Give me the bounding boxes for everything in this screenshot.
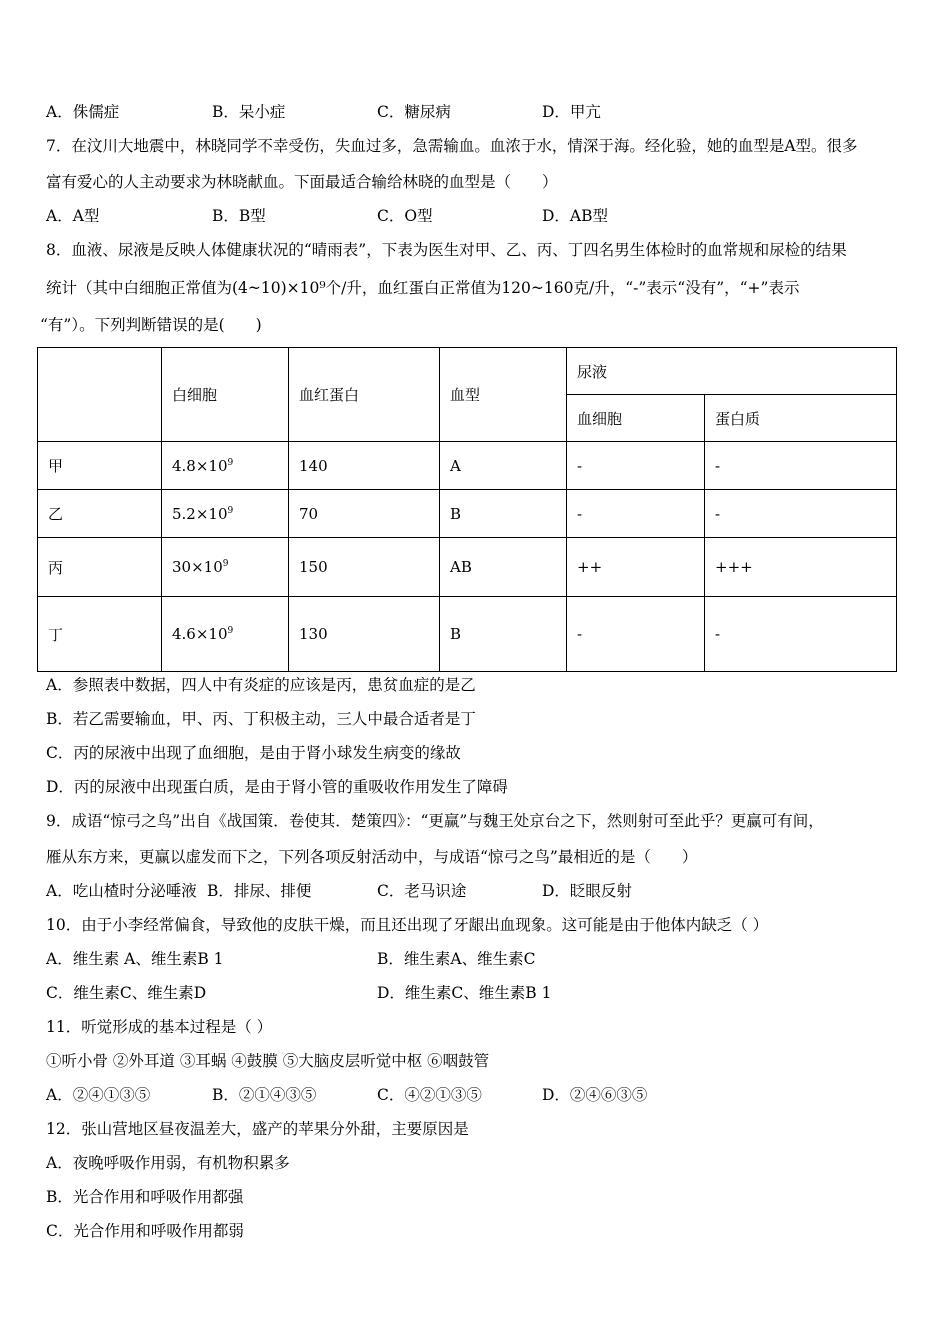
q10-option-a: A．维生素 A、维生素B 1	[46, 950, 224, 968]
q8-option-a: A．参照表中数据，四人中有炎症的应该是丙，患贫血症的是乙	[46, 676, 476, 694]
q9-option-a: A．吃山楂时分泌唾液	[46, 882, 197, 900]
q6-option-d: D．甲亢	[542, 103, 601, 121]
header-hemoglobin: 血红蛋白	[289, 348, 440, 442]
cell: +++	[705, 538, 897, 597]
cell: -	[567, 597, 705, 672]
q7-option-d: D．AB型	[542, 207, 609, 225]
exponent: 9	[227, 505, 234, 516]
exponent: 9	[227, 626, 234, 636]
cell: 150	[289, 538, 440, 597]
cell-value: 4.8×10	[172, 456, 228, 475]
cell: 70	[289, 490, 440, 538]
q11-option-d: D．②④⑥③⑤	[542, 1086, 648, 1104]
q11-option-a: A．②④①③⑤	[46, 1086, 151, 1104]
q12-option-c: C．光合作用和呼吸作用都弱	[46, 1222, 244, 1240]
q6-option-a: A．侏儒症	[46, 103, 120, 121]
cell: 丁	[38, 597, 162, 672]
q8-text-1: 8．血液、尿液是反映人体健康状况的“晴雨表”，下表为医生对甲、乙、丙、丁四名男生体检时的血常规和尿检的结果	[46, 241, 847, 259]
subheader-protein: 蛋白质	[705, 395, 897, 442]
q10-option-d: D．维生素C、维生素B 1	[377, 984, 552, 1002]
header-empty	[38, 348, 162, 442]
q7-option-c: C．O型	[377, 207, 433, 225]
cell-value: 5.2×10	[172, 504, 228, 523]
cell-value: 30×10	[172, 558, 223, 576]
q9-option-d: D．眨眼反射	[542, 882, 632, 900]
cell: B	[440, 490, 567, 538]
cell	[162, 597, 289, 672]
q10-option-c: C．维生素C、维生素D	[46, 984, 207, 1002]
q9-option-c: C．老马识途	[377, 882, 467, 900]
cell: -	[705, 490, 897, 538]
cell: -	[567, 490, 705, 538]
cell: -	[705, 442, 897, 490]
health-data-table	[37, 347, 897, 672]
table-row	[38, 490, 897, 538]
cell: 乙	[38, 490, 162, 538]
q9-text-2: 雁从东方来，更赢以虚发而下之，下列各项反射活动中，与成语“惊弓之鸟”最相近的是（ ）	[46, 848, 698, 866]
table-row	[38, 538, 897, 597]
q7-text-2: 富有爱心的人主动要求为林晓献血。下面最适合输给林晓的血型是（ ）	[46, 173, 558, 191]
cell: 140	[289, 442, 440, 490]
header-wbc: 白细胞	[162, 348, 289, 442]
table-row	[38, 597, 897, 672]
header-urine: 尿液	[567, 348, 897, 395]
cell: B	[440, 597, 567, 672]
q8-option-b: B．若乙需要输血，甲、丙、丁积极主动，三人中最合适者是丁	[46, 710, 476, 728]
q9-text-1: 9．成语“惊弓之鸟”出自《战国策．卷使其．楚策四》：“更赢”与魏王处京台之下，然则射可至此乎？更赢可有间，	[46, 812, 824, 830]
q11-option-c: C．④②①③⑤	[377, 1086, 482, 1104]
cell: AB	[440, 538, 567, 597]
q8-text-2: 统计（其中白细胞正常值为(4~10)×10⁹个/升，血红蛋白正常值为120~160克/升，“-”表示“没有”，“+”表示	[46, 279, 800, 297]
cell: 130	[289, 597, 440, 672]
cell	[162, 490, 289, 538]
q12-option-a: A．夜晚呼吸作用弱，有机物积累多	[46, 1154, 290, 1172]
cell: 甲	[38, 442, 162, 490]
cell: -	[567, 442, 705, 490]
q12-text: 12．张山营地区昼夜温差大，盛产的苹果分外甜，主要原因是	[46, 1120, 469, 1138]
q10-text: 10．由于小李经常偏食，导致他的皮肤干燥，而且还出现了牙龈出血现象。这可能是由于他体内缺乏（ ）	[46, 916, 769, 934]
cell	[162, 538, 289, 597]
cell-value: 4.6×10	[172, 625, 228, 643]
cell: ++	[567, 538, 705, 597]
q11-option-b: B．②①④③⑤	[212, 1086, 317, 1104]
exponent: 9	[227, 457, 234, 468]
q11-text: 11．听觉形成的基本过程是（ ）	[46, 1018, 273, 1036]
q11-items: ①听小骨 ②外耳道 ③耳蜗 ④鼓膜 ⑤大脑皮层听觉中枢 ⑥咽鼓管	[46, 1052, 490, 1070]
q7-option-a: A．A型	[46, 207, 100, 225]
table-row	[38, 442, 897, 490]
q8-option-c: C．丙的尿液中出现了血细胞，是由于肾小球发生病变的缘故	[46, 744, 461, 762]
cell: 丙	[38, 538, 162, 597]
q10-option-b: B．维生素A、维生素C	[377, 950, 536, 968]
q9-option-b: B．排尿、排便	[207, 882, 312, 900]
q7-text-1: 7．在汶川大地震中，林晓同学不幸受伤，失血过多，急需输血。血浓于水，情深于海。经化验，她的血型是A型。很多	[46, 137, 858, 155]
q7-option-b: B．B型	[212, 207, 266, 225]
cell	[162, 442, 289, 490]
subheader-blood-cells: 血细胞	[567, 395, 705, 442]
q6-option-b: B．呆小症	[212, 103, 286, 121]
q8-option-d: D．丙的尿液中出现蛋白质，是由于肾小管的重吸收作用发生了障碍	[46, 778, 508, 796]
q6-option-c: C．糖尿病	[377, 103, 451, 121]
q12-option-b: B．光合作用和呼吸作用都强	[46, 1188, 244, 1206]
q8-text-3: “有”）。下列判断错误的是( )	[40, 316, 262, 334]
cell: A	[440, 442, 567, 490]
exponent: 9	[222, 559, 229, 569]
cell: -	[705, 597, 897, 672]
header-blood-type: 血型	[440, 348, 567, 442]
